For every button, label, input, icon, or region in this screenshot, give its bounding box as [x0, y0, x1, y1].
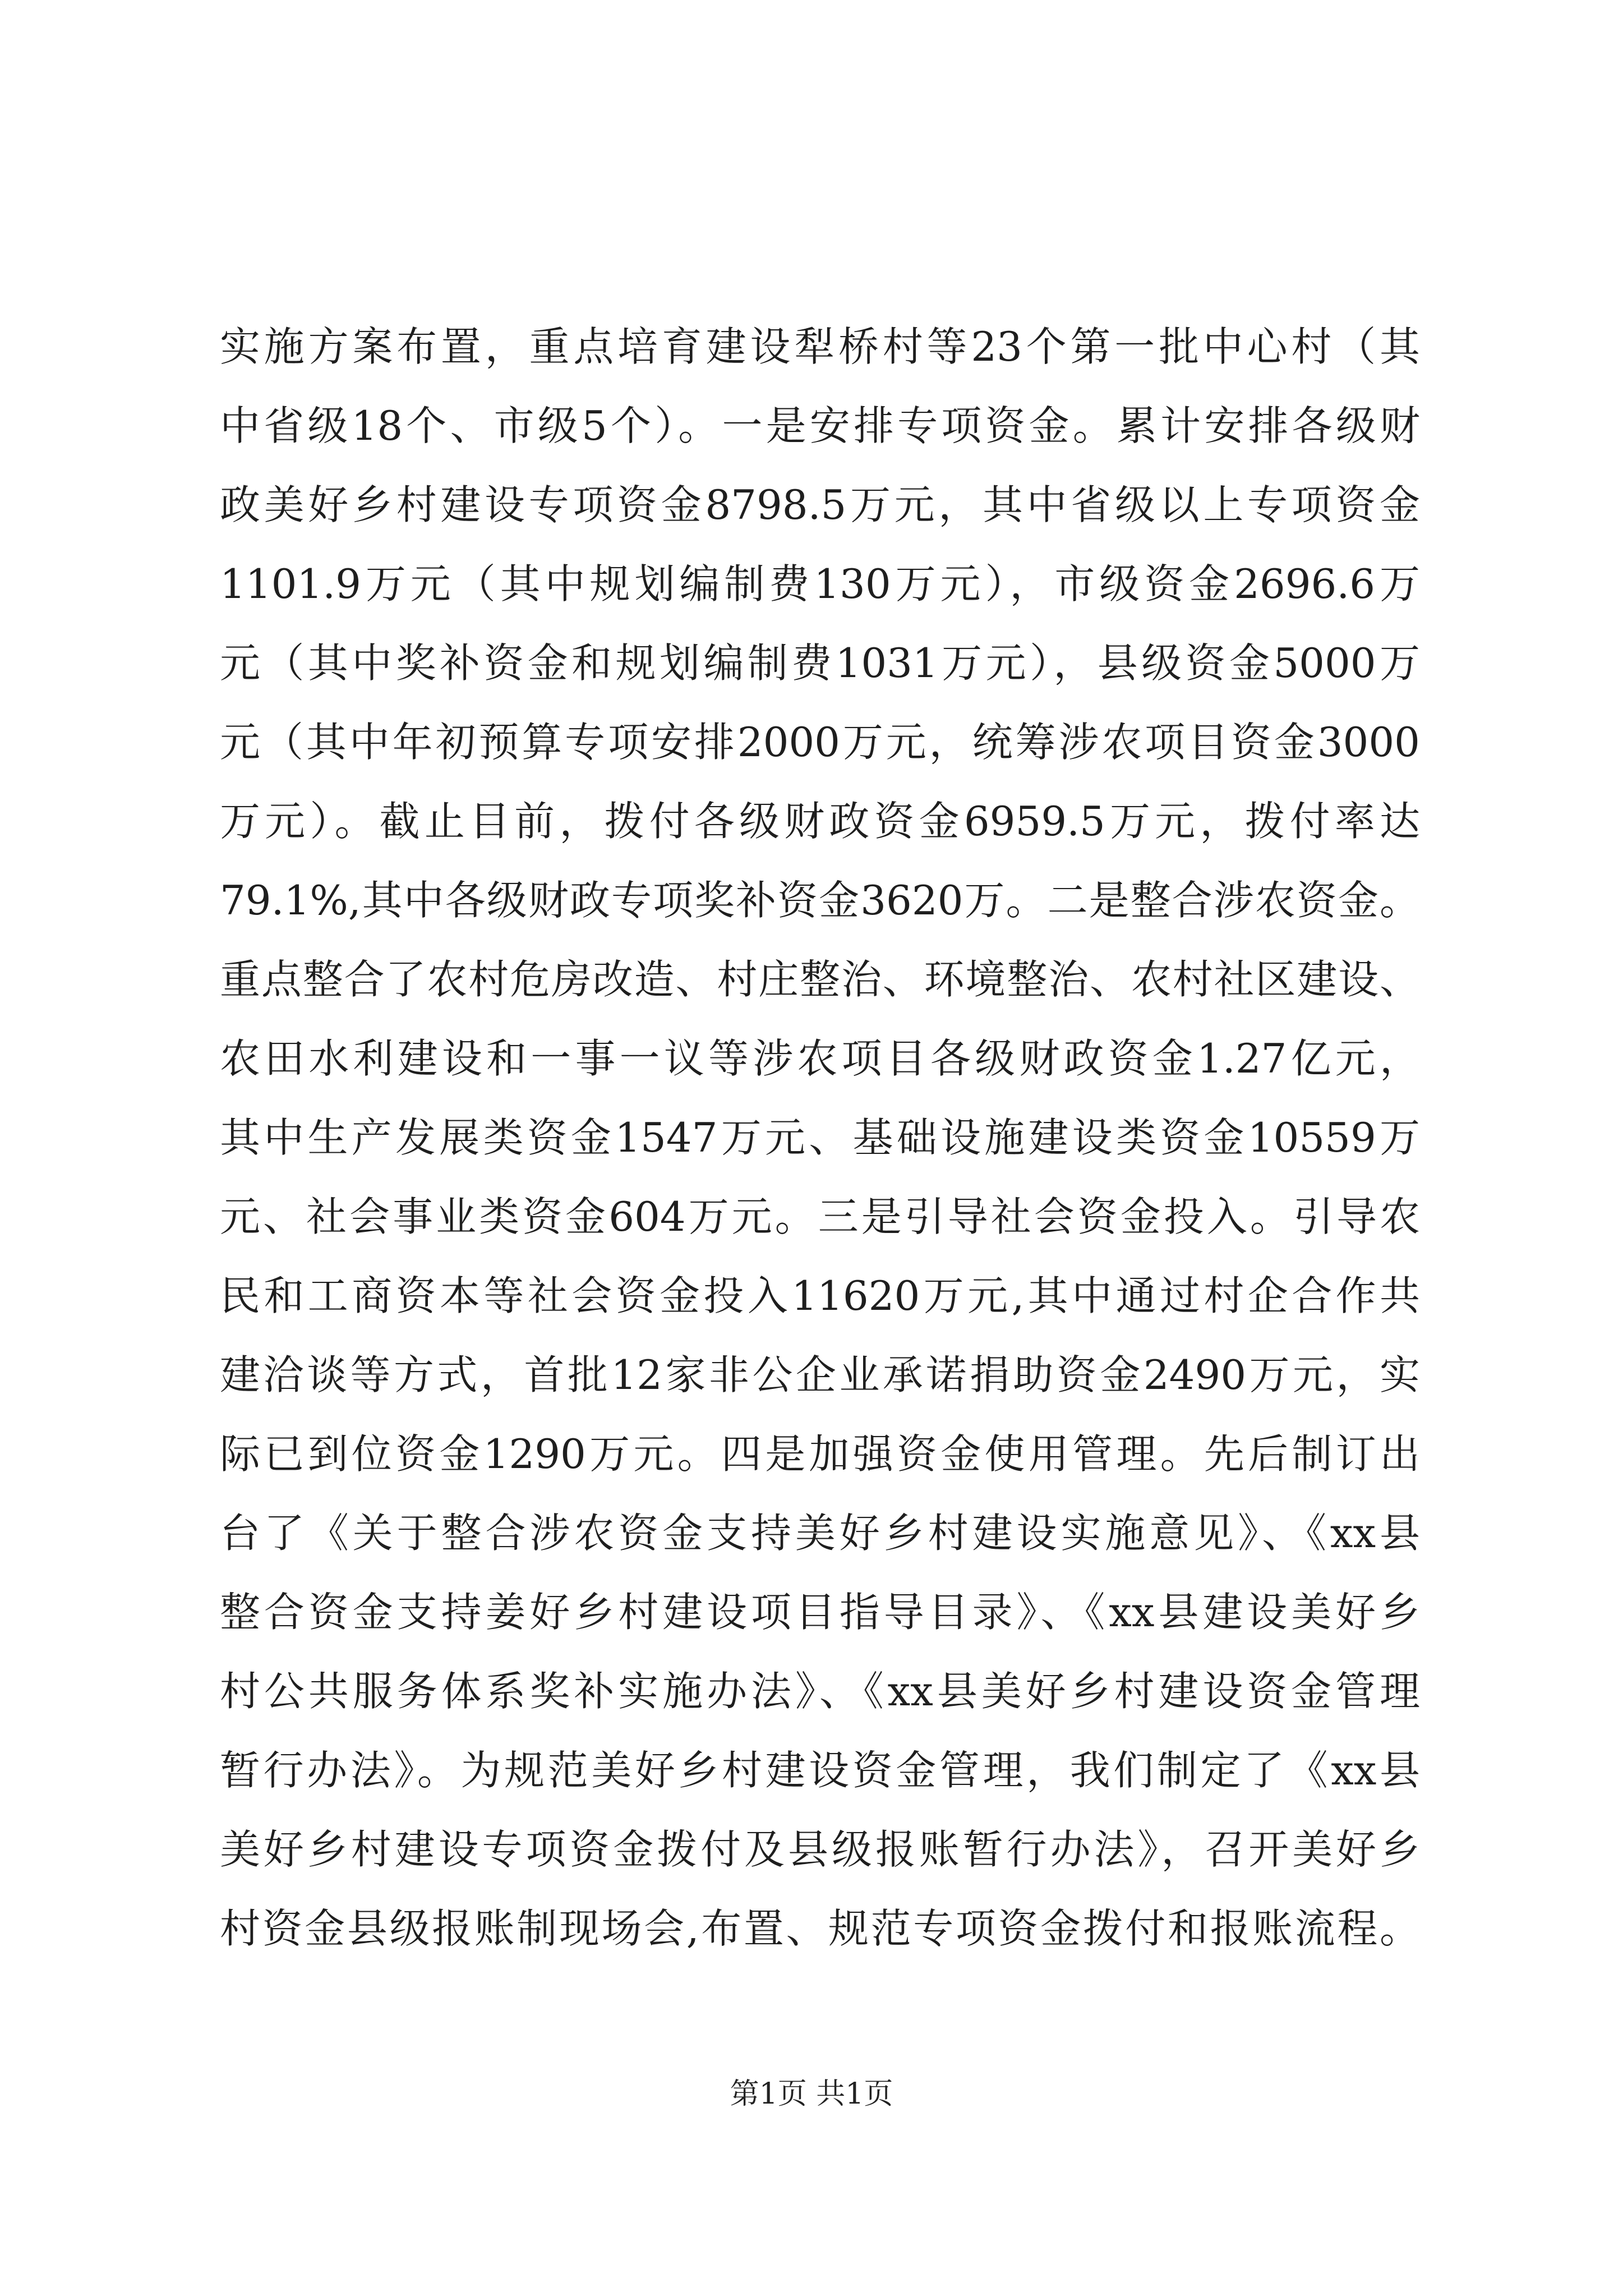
text-line: 其中生产发展类资金1547万元、基础设施建设类资金10559万: [220, 1114, 1420, 1161]
text-line: 村公共服务体系奖补实施办法》、《xx县美好乡村建设资金管理: [220, 1668, 1420, 1715]
page-number-label: 第1页 共1页: [730, 2077, 893, 2111]
text-line: 实施方案布置，重点培育建设犁桥村等23个第一批中心村（其: [220, 323, 1420, 370]
text-line: 元（其中年初预算专项安排2000万元，统筹涉农项目资金3000: [220, 719, 1420, 766]
body-paragraph: [220, 307, 1420, 1968]
page-footer: [0, 2074, 1623, 2114]
text-line: 美好乡村建设专项资金拨付及县级报账暂行办法》，召开美好乡: [220, 1826, 1420, 1873]
text-line: 台了《关于整合涉农资金支持美好乡村建设实施意见》、《xx县: [220, 1510, 1420, 1557]
text-line: 政美好乡村建设专项资金8798.5万元，其中省级以上专项资金: [220, 481, 1420, 528]
text-line: 农田水利建设和一事一议等涉农项目各级财政资金1.27亿元，: [220, 1035, 1420, 1082]
text-line: 整合资金支持姜好乡村建设项目指导目录》、《xx县建设美好乡: [220, 1589, 1420, 1636]
text-line: 79.1%,其中各级财政专项奖补资金3620万。二是整合涉农资金。: [220, 877, 1420, 924]
text-line: 村资金县级报账制现场会,布置、规范专项资金拨付和报账流程。: [220, 1905, 1420, 1952]
text-line: 元（其中奖补资金和规划编制费1031万元），县级资金5000万: [220, 639, 1420, 687]
text-line: 建洽谈等方式，首批12家非公企业承诺捐助资金2490万元，实: [220, 1351, 1420, 1398]
text-line: 中省级18个、市级5个）。一是安排专项资金。累计安排各级财: [220, 402, 1420, 449]
text-line: 1101.9万元（其中规划编制费130万元），市级资金2696.6万: [220, 560, 1420, 608]
text-line: 元、社会事业类资金604万元。三是引导社会资金投入。引导农: [220, 1193, 1420, 1240]
text-line: 重点整合了农村危房改造、村庄整治、环境整治、农村社区建设、: [220, 956, 1420, 1003]
text-line: 民和工商资本等社会资金投入11620万元,其中通过村企合作共: [220, 1272, 1420, 1319]
text-line: 暂行办法》。为规范美好乡村建设资金管理，我们制定了《xx县: [220, 1747, 1420, 1794]
text-line: 万元）。截止目前，拨付各级财政资金6959.5万元，拨付率达: [220, 798, 1420, 845]
text-line: 际已到位资金1290万元。四是加强资金使用管理。先后制订出: [220, 1430, 1420, 1478]
